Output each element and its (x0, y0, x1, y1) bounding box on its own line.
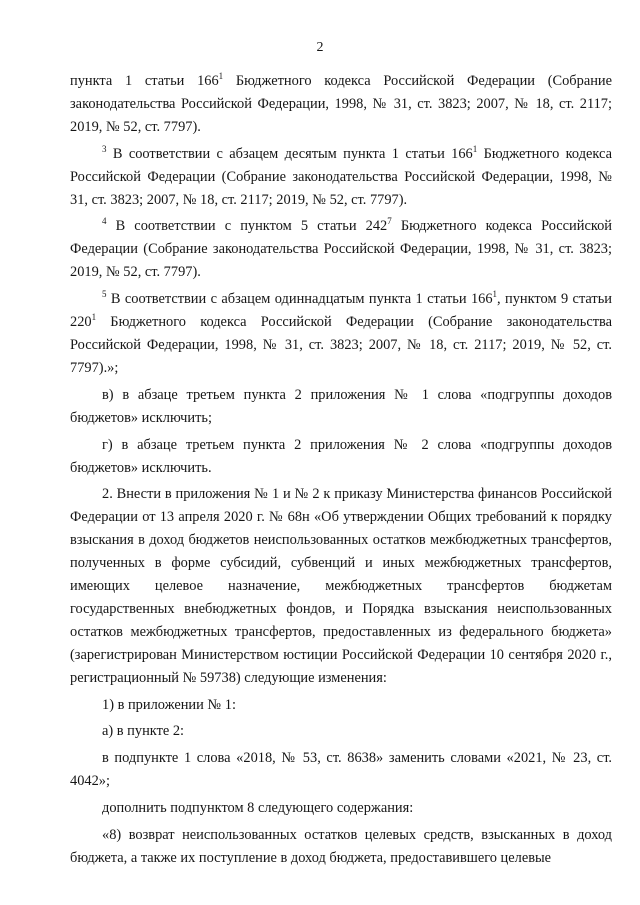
superscript: 1 (492, 289, 498, 300)
superscript: 3 (102, 143, 107, 154)
paragraph (70, 747, 612, 793)
paragraph-text: В соответствии с пунктом 5 статьи 242 (106, 218, 388, 235)
paragraph (70, 797, 612, 820)
paragraph-text: В соответствии с абзацем одиннадцатым пункта 1 статьи 166 (106, 291, 493, 308)
paragraph-text: пункта 1 статьи 166 (70, 73, 219, 89)
superscript: 1 (91, 312, 97, 323)
paragraph-text: дополнить подпунктом 8 следующего содержания: (102, 800, 414, 817)
paragraph-text: г) в абзаце третьем пункта 2 приложения № 2 слова «подгруппы доходов бюджетов» исключить. (70, 436, 612, 476)
paragraph-text: , пунктом 9 статьи 220 (70, 291, 612, 331)
superscript: 7 (387, 216, 392, 227)
paragraph-text: В соответствии с абзацем десятым пункта 1 статьи 166 (106, 145, 473, 162)
paragraph-text: в подпункте 1 слова «2018, № 53, ст. 8638» заменить словами «2021, № 23, ст. 4042»; (70, 750, 612, 790)
paragraph (70, 215, 612, 284)
paragraph-text: Бюджетного кодекса Российской Федерации (Собрание законодательства Российской Федерации, 1998, № 31, ст. 3823; 2007, № 18, ст. 2117; 2019, № 52, ст. 7797).»; (70, 314, 612, 376)
paragraph-text: Бюджетного кодекса Российской Федерации (Собрание законодательства Российской Федерации, 1998, № 31, ст. 3823; 2007, № 18, ст. 2117; 2019, № 52, ст. 7797). (70, 145, 613, 208)
paragraph-text: 2. Внести в приложения № 1 и № 2 к приказу Министерства финансов Российской Федерации от 13 апреля 2020 г. № 68н «Об утверждении Общих требований к порядку взыскания в доход бюджетов неиспользованных остатков межбюджетных трансфертов, полученных в форме субсидий, субвенций и иных межбюджетных трансфертов, имеющих целевое назначение, межбюджетных трансфертов бюджетам государственных внебюджетных фондов, и Порядка взыскания неиспользованных остатков межбюджетных трансфертов, предоставленных из федерального бюджета» (зарегистрирован Министерством юстиции Российской Федерации 10 сентября 2020 г., регистрационный № 59738) следующие изменения: (70, 486, 612, 686)
paragraph (70, 384, 612, 430)
paragraph-text: а) в пункте 2: (102, 723, 185, 740)
superscript: 5 (102, 289, 107, 300)
superscript: 1 (472, 143, 478, 154)
paragraph-text: 1) в приложении № 1: (102, 696, 236, 713)
paragraph-text: Бюджетного кодекса Российской Федерации (Собрание законодательства Российской Федерации, 1998, № 31, ст. 3823; 2007, № 18, ст. 2117; 2019, № 52, ст. 7797). (70, 73, 612, 135)
paragraph (70, 483, 612, 689)
paragraph (70, 288, 612, 380)
paragraph (70, 143, 612, 212)
superscript: 1 (218, 71, 224, 81)
paragraph (70, 70, 612, 139)
superscript: 4 (102, 216, 107, 227)
paragraph-text: Бюджетного кодекса Российской Федерации (Собрание законодательства Российской Федерации, 1998, № 31, ст. 3823; 2019, № 52, ст. 7797). (70, 218, 612, 281)
paragraph (70, 824, 612, 870)
paragraph (70, 434, 612, 480)
paragraph-text: в) в абзаце третьем пункта 2 приложения № 1 слова «подгруппы доходов бюджетов» исключить; (70, 386, 612, 426)
paragraph-text: «8) возврат неиспользованных остатков целевых средств, взысканных в доход бюджета, а также их поступление в доход бюджета, предоставившего целевые (70, 827, 612, 866)
paragraph (70, 720, 612, 743)
document-body (70, 70, 612, 874)
paragraph (70, 694, 612, 717)
page-number: 2 (316, 40, 324, 55)
